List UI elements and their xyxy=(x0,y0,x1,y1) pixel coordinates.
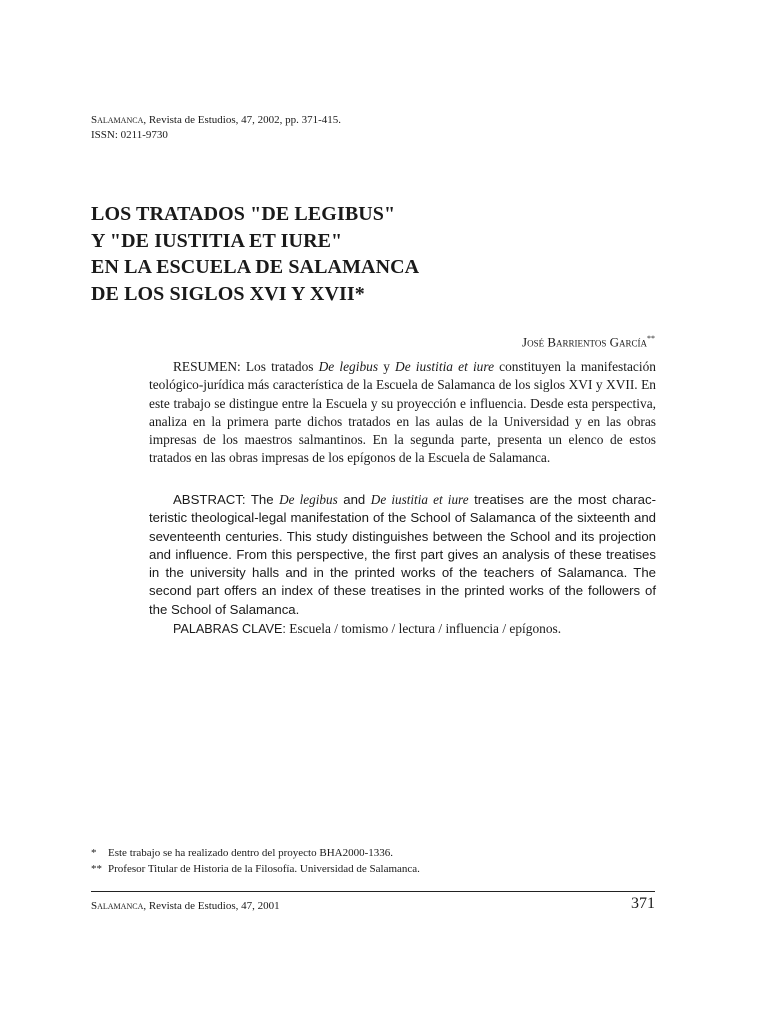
running-footer xyxy=(91,900,280,912)
keywords xyxy=(149,621,656,637)
keywords-text: Escuela / tomismo / lectura / influencia / epígonos. xyxy=(285,621,562,636)
abstract-italic: De iustitia et iure xyxy=(370,492,469,507)
article-title xyxy=(91,201,651,307)
keywords-label: PALABRAS CLAVE: xyxy=(173,622,286,636)
resumen-text: constituyen la manifestación teológico-jurídica más característica de la Escuela de Salamanca de los siglos XVI y XVII. En este trabajo se distingue entre la Escuela y su proyección e influencia. Desde esta perspectiva, analiza en la primera parte dichos tratados en las aulas de la Universidad y en las obras impresas de los maestros salmantinos. En la segunda parte, presenta un elenco de estos tratados en las obras impresas de los epígonos de la Escuela de Salamanca. xyxy=(149,359,656,466)
citation-line xyxy=(91,113,341,128)
journal-name: Salamanca xyxy=(91,114,144,126)
resumen-italic: De iustitia et iure xyxy=(395,359,495,374)
title-line: EN LA ESCUELA DE SALAMANCA xyxy=(91,256,420,278)
resumen-italic: De legibus xyxy=(318,359,379,374)
citation-details: , Revista de Estudios, 47, 2002, pp. 371-415. xyxy=(143,114,342,126)
issn: ISSN: 0211-9730 xyxy=(91,129,168,141)
author-footnote-mark: ** xyxy=(647,334,655,343)
footnotes xyxy=(91,846,420,877)
footnote-mark: * xyxy=(91,847,97,859)
title-line: LOS TRATADOS "DE LEGIBUS" xyxy=(91,203,396,225)
abstract-block xyxy=(149,491,656,619)
footer-journal-name: Salamanca xyxy=(91,900,144,912)
resumen-block xyxy=(149,358,656,468)
author-byline xyxy=(300,334,655,350)
title-line: Y "DE IUSTITIA ET IURE" xyxy=(91,229,343,252)
footnote xyxy=(91,846,420,862)
page-number: 371 xyxy=(631,895,655,912)
footer-divider xyxy=(91,891,655,892)
resumen-paragraph xyxy=(149,358,656,468)
resumen-label: RESUMEN: xyxy=(173,359,241,374)
abstract-paragraph xyxy=(149,491,656,619)
journal-citation xyxy=(91,113,341,143)
footnote-mark: ** xyxy=(91,862,102,875)
abstract-label: ABSTRACT: xyxy=(173,492,246,507)
abstract-italic: De legibus xyxy=(279,492,338,507)
footnote-text: Profesor Titular de Historia de la Filosofía. Universidad de Salamanca. xyxy=(108,862,420,875)
resumen-text: Los tratados xyxy=(240,359,319,374)
footnote xyxy=(91,862,420,878)
resumen-text: y xyxy=(378,359,396,374)
title-line: DE LOS SIGLOS XVI Y XVII* xyxy=(91,282,365,305)
author-name: José Barrientos García xyxy=(522,334,647,350)
abstract-text: treatises are the most characteristic theological-legal manifestation of the School of Salamanca of the sixteenth and seventeenth centuries. This study distinguishes between the School and its projection and influence. From this perspective, the first part gives an analysis of these treatises in the university halls and in the printed works of the teachers of Salamanca. The second part offers an index of these treatises in the printed works of the followers of the School of Salamanca. xyxy=(149,492,656,617)
footer-journal-details: , Revista de Estudios, 47, 2001 xyxy=(143,900,280,912)
abstract-text: and xyxy=(337,492,371,507)
abstract-text: The xyxy=(245,492,280,507)
footnote-text: Este trabajo se ha realizado dentro del proyecto BHA2000-1336. xyxy=(108,847,393,859)
